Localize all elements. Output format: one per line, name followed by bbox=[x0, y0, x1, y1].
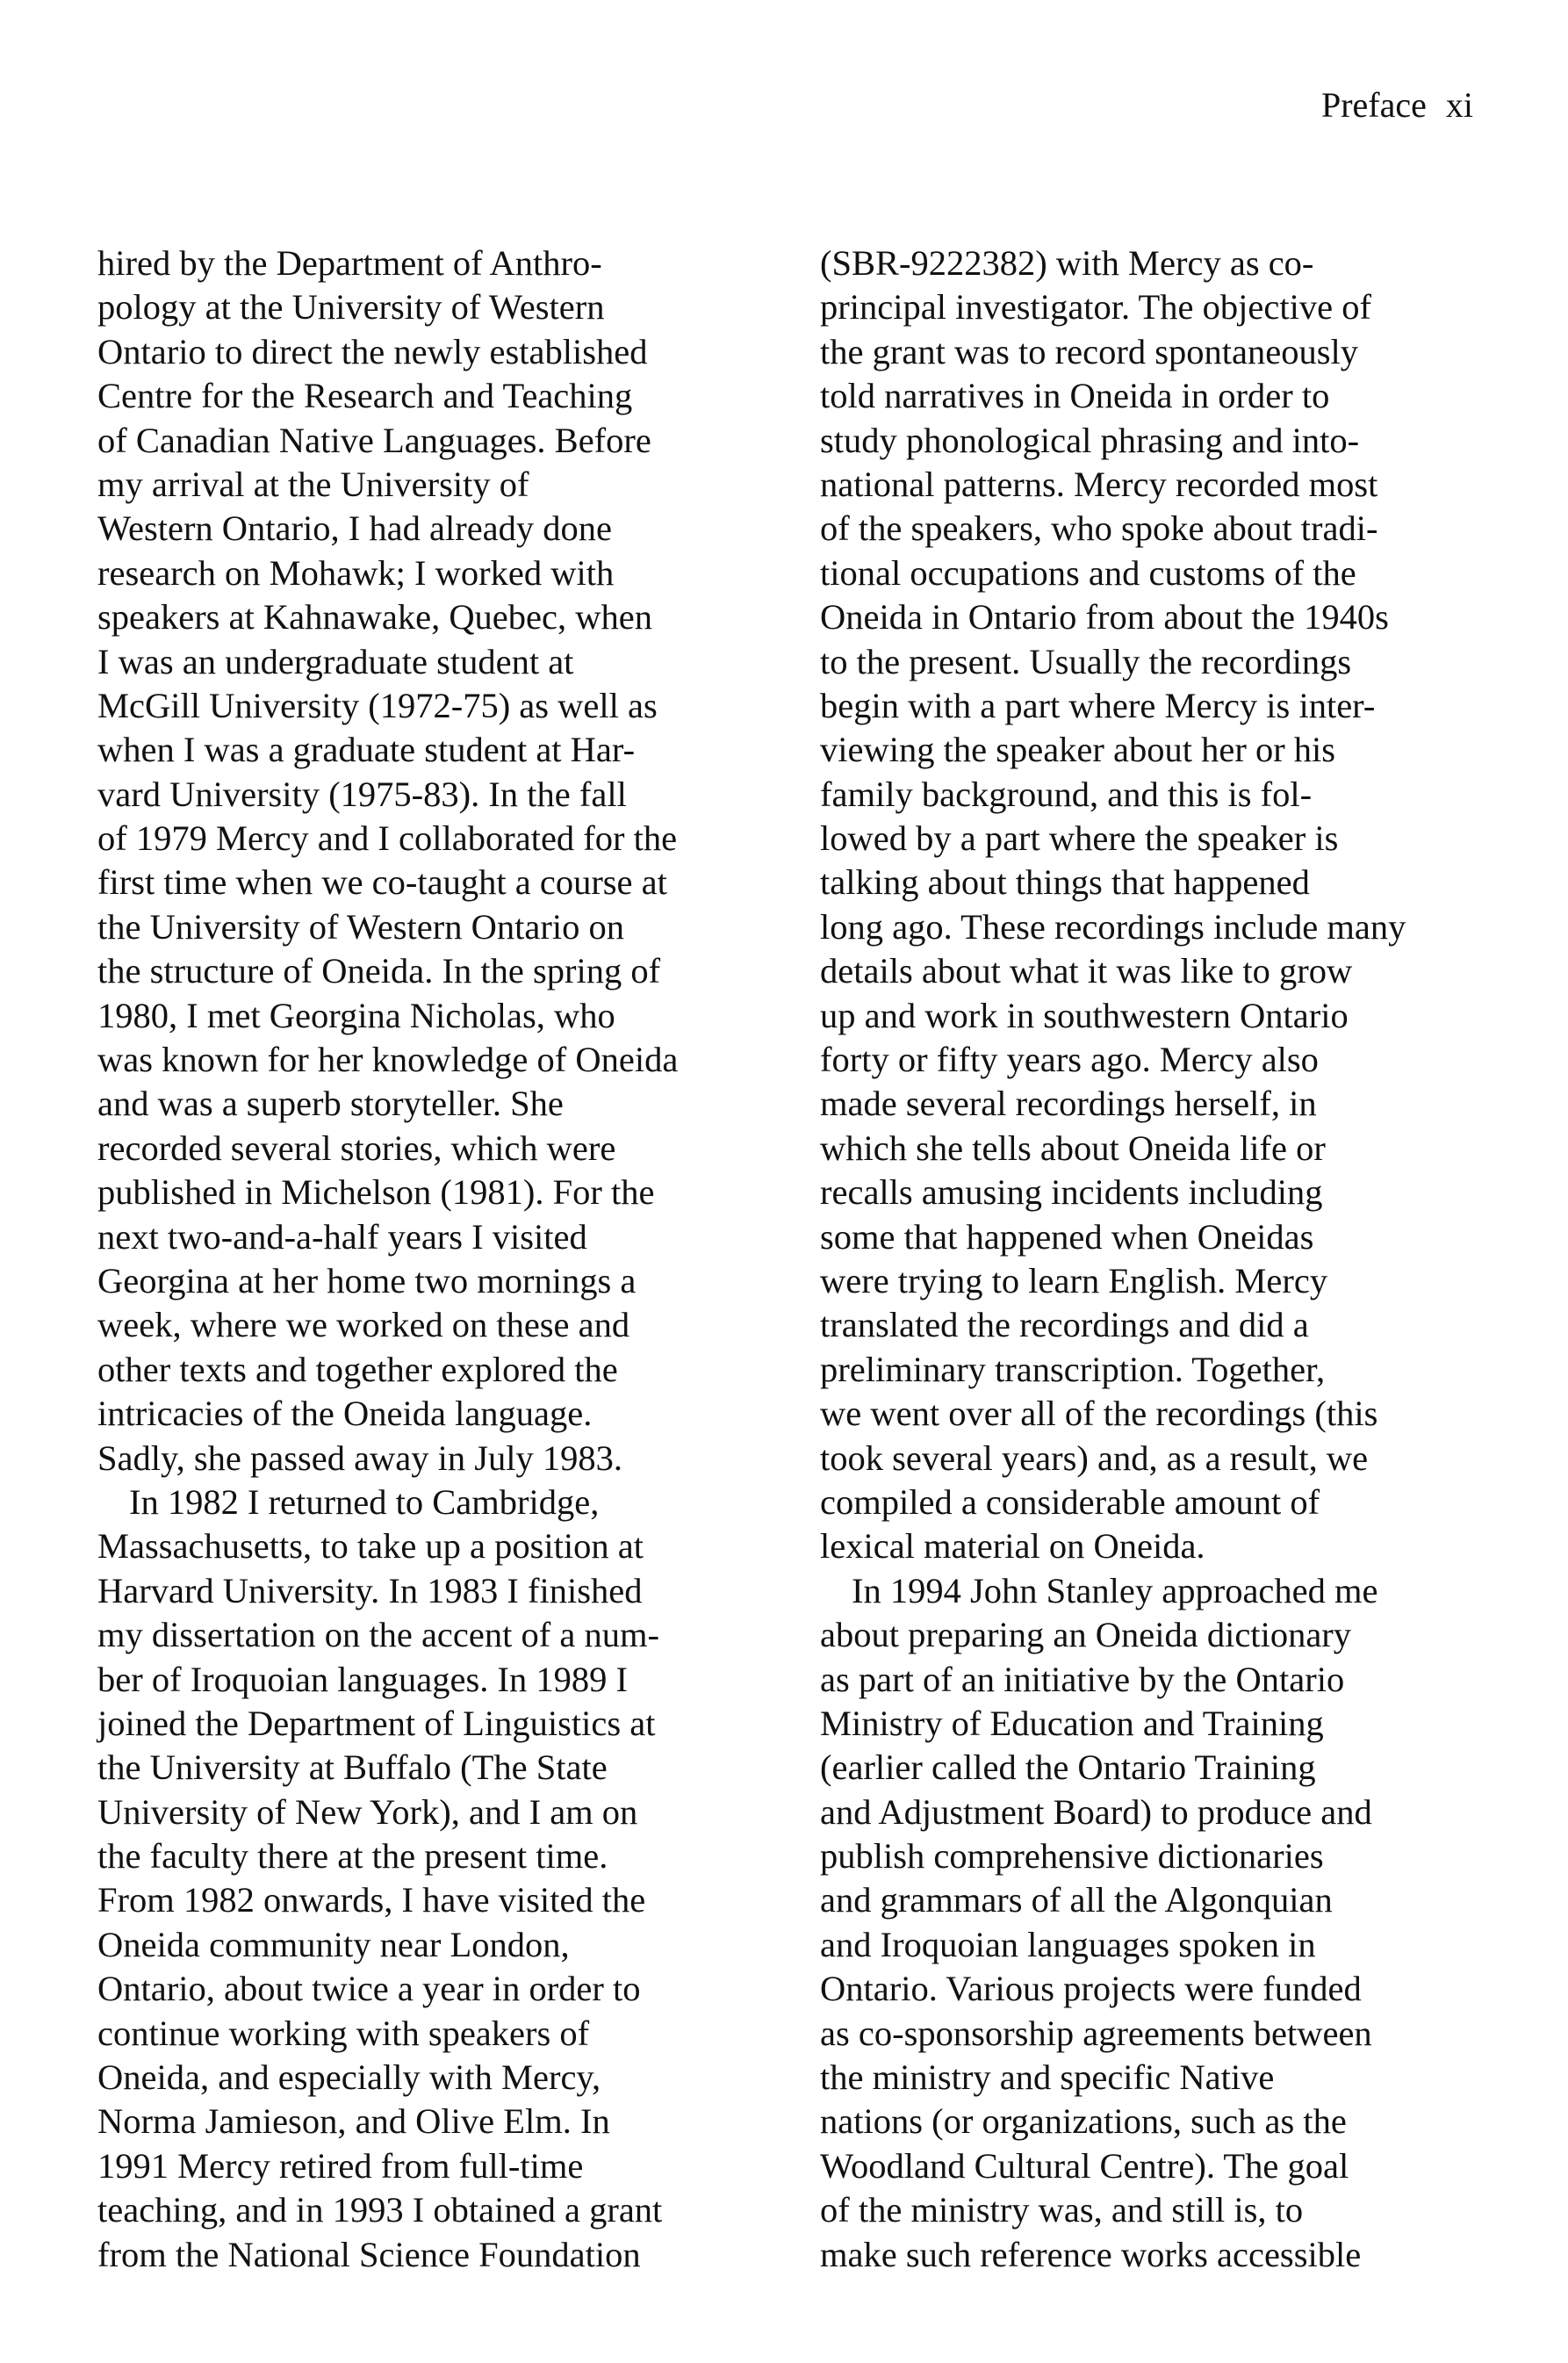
text-line: tional occupations and customs of the bbox=[820, 552, 1356, 593]
text-line: and grammars of all the Algonquian bbox=[820, 1880, 1333, 1920]
text-line: continue working with speakers of bbox=[97, 2013, 590, 2053]
text-line: publish comprehensive dictionaries bbox=[820, 1836, 1324, 1877]
text-line: principal investigator. The objective of bbox=[820, 287, 1371, 328]
text-line: recorded several stories, which were bbox=[97, 1127, 616, 1168]
text-line: Oneida in Ontario from about the 1940s bbox=[820, 597, 1389, 638]
text-line: was known for her knowledge of Oneida bbox=[97, 1040, 679, 1080]
text-line: 1991 Mercy retired from full-time bbox=[97, 2145, 584, 2186]
text-line: the structure of Oneida. In the spring of bbox=[97, 951, 661, 991]
text-line: the grant was to record spontaneously bbox=[820, 331, 1358, 371]
text-line: of the ministry was, and still is, to bbox=[820, 2190, 1304, 2230]
page-number: xi bbox=[1445, 85, 1473, 125]
text-line: long ago. These recordings include many bbox=[820, 906, 1406, 947]
text-line: McGill University (1972-75) as well as bbox=[97, 685, 658, 725]
text-line: my arrival at the University of bbox=[97, 464, 529, 504]
text-line: of Canadian Native Languages. Before bbox=[97, 420, 651, 460]
text-line: Ontario to direct the newly established bbox=[97, 331, 648, 371]
section-title: Preface bbox=[1320, 85, 1427, 125]
text-line: make such reference works accessible bbox=[820, 2234, 1362, 2274]
text-line: joined the Department of Linguistics at bbox=[97, 1703, 656, 1743]
text-line: week, where we worked on these and bbox=[97, 1305, 630, 1345]
text-line: Woodland Cultural Centre). The goal bbox=[820, 2145, 1349, 2186]
text-line: 1980, I met Georgina Nicholas, who bbox=[97, 995, 615, 1035]
text-line: Georgina at her home two mornings a bbox=[97, 1260, 637, 1300]
text-line: published in Michelson (1981). For the bbox=[97, 1172, 655, 1213]
text-line: recalls amusing incidents including bbox=[820, 1172, 1323, 1213]
text-line: first time when we co-taught a course at bbox=[97, 862, 667, 903]
text-line: Ontario, about twice a year in order to bbox=[97, 1969, 641, 2009]
text-line: begin with a part where Mercy is inter- bbox=[820, 685, 1376, 725]
text-line: which she tells about Oneida life or bbox=[820, 1127, 1326, 1168]
text-line: lexical material on Oneida. bbox=[820, 1526, 1205, 1567]
text-line: Ministry of Education and Training bbox=[820, 1703, 1324, 1743]
text-line: intricacies of the Oneida language. bbox=[97, 1394, 593, 1434]
text-line: details about what it was like to grow bbox=[820, 951, 1353, 991]
text-line: vard University (1975-83). In the fall bbox=[97, 774, 627, 814]
text-line: the University of Western Ontario on bbox=[97, 906, 624, 947]
text-line: hired by the Department of Anthro- bbox=[97, 243, 602, 283]
text-line: lowed by a part where the speaker is bbox=[820, 818, 1339, 859]
text-line: Ontario. Various projects were funded bbox=[820, 1969, 1362, 2009]
text-line: from the National Science Foundation bbox=[97, 2234, 641, 2274]
text-line: research on Mohawk; I worked with bbox=[97, 552, 615, 593]
text-line: we went over all of the recordings (this bbox=[820, 1394, 1378, 1434]
paragraph-first-line: In 1994 John Stanley approached me bbox=[852, 1570, 1378, 1610]
text-line: as part of an initiative by the Ontario bbox=[820, 1659, 1345, 1699]
text-line: and was a superb storyteller. She bbox=[97, 1084, 564, 1124]
text-line: Sadly, she passed away in July 1983. bbox=[97, 1437, 623, 1478]
text-line: Oneida, and especially with Mercy, bbox=[97, 2057, 601, 2098]
text-line: about preparing an Oneida dictionary bbox=[820, 1615, 1352, 1655]
text-line: ber of Iroquoian languages. In 1989 I bbox=[97, 1659, 628, 1699]
text-line: the faculty there at the present time. bbox=[97, 1836, 608, 1877]
text-line: Centre for the Research and Teaching bbox=[97, 376, 633, 416]
text-line: I was an undergraduate student at bbox=[97, 641, 574, 681]
running-header bbox=[1321, 84, 1473, 126]
text-line: made several recordings herself, in bbox=[820, 1084, 1317, 1124]
text-line: pology at the University of Western bbox=[97, 287, 605, 328]
text-line: when I was a graduate student at Har- bbox=[97, 730, 636, 770]
text-line: study phonological phrasing and into- bbox=[820, 420, 1360, 460]
text-line: Oneida community near London, bbox=[97, 1924, 570, 1964]
text-line: viewing the speaker about her or his bbox=[820, 730, 1336, 770]
text-line: my dissertation on the accent of a num- bbox=[97, 1615, 659, 1655]
text-line: teaching, and in 1993 I obtained a grant bbox=[97, 2190, 663, 2230]
text-line: (SBR-9222382) with Mercy as co- bbox=[820, 243, 1314, 283]
text-line: told narratives in Oneida in order to bbox=[820, 376, 1330, 416]
text-line: national patterns. Mercy recorded most bbox=[820, 464, 1378, 504]
text-line: and Adjustment Board) to produce and bbox=[820, 1791, 1372, 1832]
text-line: as co-sponsorship agreements between bbox=[820, 2013, 1372, 2053]
text-line: University of New York), and I am on bbox=[97, 1791, 638, 1832]
text-line: speakers at Kahnawake, Quebec, when bbox=[97, 597, 652, 638]
text-line: some that happened when Oneidas bbox=[820, 1216, 1314, 1257]
text-line: Massachusetts, to take up a position at bbox=[97, 1526, 644, 1567]
text-line: Norma Jamieson, and Olive Elm. In bbox=[97, 2101, 610, 2142]
text-line: talking about things that happened bbox=[820, 862, 1310, 903]
text-line: up and work in southwestern Ontario bbox=[820, 995, 1349, 1035]
text-line: next two-and-a-half years I visited bbox=[97, 1216, 587, 1257]
right-text-column bbox=[820, 241, 1505, 2277]
text-line: forty or fifty years ago. Mercy also bbox=[820, 1040, 1319, 1080]
text-line: Harvard University. In 1983 I finished bbox=[97, 1570, 643, 1610]
text-line: translated the recordings and did a bbox=[820, 1305, 1309, 1345]
text-line: From 1982 onwards, I have visited the bbox=[97, 1880, 646, 1920]
text-line: and Iroquoian languages spoken in bbox=[820, 1924, 1316, 1964]
text-line: family background, and this is fol- bbox=[820, 774, 1313, 814]
text-line: took several years) and, as a result, we bbox=[820, 1437, 1369, 1478]
text-line: Western Ontario, I had already done bbox=[97, 508, 613, 549]
text-line: to the present. Usually the recordings bbox=[820, 641, 1352, 681]
text-line: (earlier called the Ontario Training bbox=[820, 1747, 1316, 1788]
text-line: preliminary transcription. Together, bbox=[820, 1349, 1326, 1389]
paragraph-first-line: In 1982 I returned to Cambridge, bbox=[129, 1481, 600, 1522]
text-line: of 1979 Mercy and I collaborated for the bbox=[97, 818, 678, 859]
text-line: the University at Buffalo (The State bbox=[97, 1747, 608, 1788]
text-line: the ministry and specific Native bbox=[820, 2057, 1275, 2098]
text-line: other texts and together explored the bbox=[97, 1349, 618, 1389]
text-line: compiled a considerable amount of bbox=[820, 1481, 1320, 1522]
text-line: nations (or organizations, such as the bbox=[820, 2101, 1347, 2142]
left-text-column bbox=[97, 241, 782, 2277]
text-line: of the speakers, who spoke about tradi- bbox=[820, 508, 1378, 549]
text-line: were trying to learn English. Mercy bbox=[820, 1260, 1328, 1300]
